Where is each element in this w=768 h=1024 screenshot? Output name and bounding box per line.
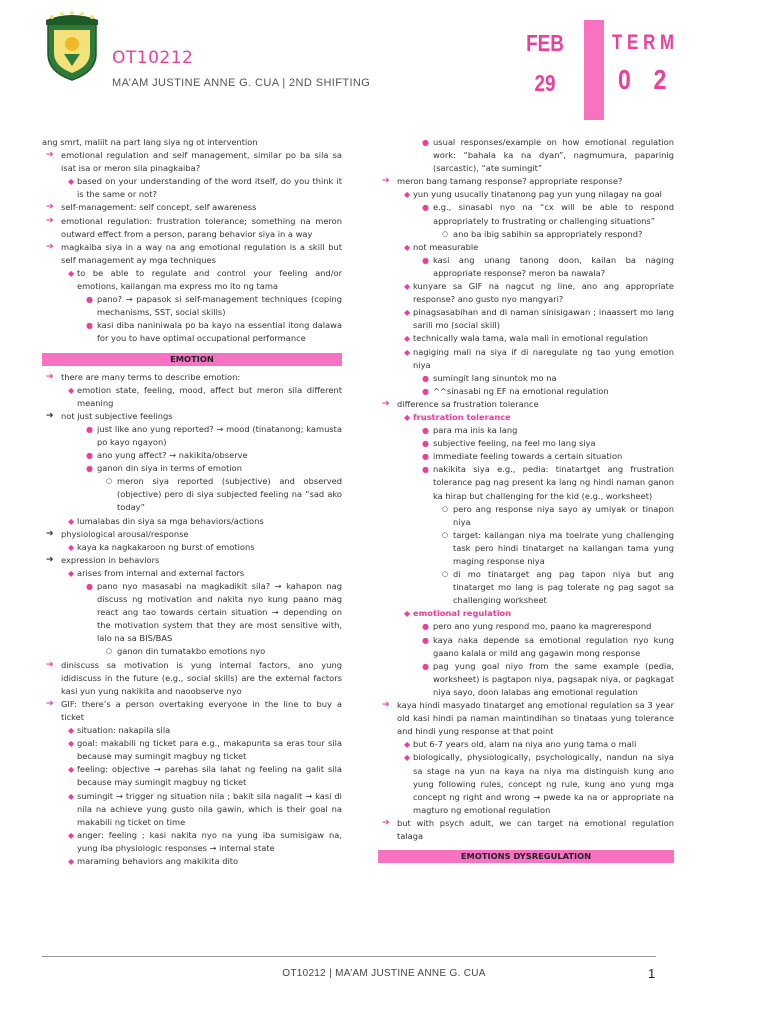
date-month: FEB <box>526 30 564 56</box>
note-item <box>378 568 674 607</box>
note-text: ganon din siya in terms of emotion <box>97 463 242 474</box>
note-item <box>378 136 674 175</box>
note-item <box>378 175 674 188</box>
note-text: ang smrt, maliit na part lang siya ng ot intervention <box>42 137 258 147</box>
bullet-icon: ➔ <box>46 528 54 539</box>
term-label: TERM <box>612 31 679 54</box>
bullet-icon: ● <box>422 622 429 632</box>
note-text: ano ba ibig sabihin sa appropriately respond? <box>453 228 643 239</box>
note-text: arises from internal and external factors <box>77 567 245 578</box>
bullet-icon: ● <box>86 424 93 434</box>
note-text: difference sa frustration tolerance <box>397 398 539 409</box>
footer-text: OT10212 | MA’AM JUSTINE ANNE G. CUA <box>282 968 486 979</box>
bullet-icon: ➔ <box>46 371 54 382</box>
note-text: target: kailangan niya ma toelrate yung challenging task pero hindi tinatarget na kailangan tama yung maging response niya <box>453 529 674 566</box>
note-text: e.g., sinasabi nyo na “cx will be able to respond appropriately to frustrating or challenging situations” <box>433 202 674 226</box>
note-text: not measurable <box>413 241 479 252</box>
bullet-icon: ◆ <box>404 190 411 200</box>
bullet-icon: ➔ <box>46 554 54 565</box>
section-banner: EMOTION <box>42 353 342 366</box>
bullet-icon: ○ <box>442 504 449 513</box>
note-text: based on your understanding of the word itself, do you think it is the same or not? <box>77 176 342 200</box>
note-item <box>42 541 342 554</box>
bullet-icon: ➔ <box>46 150 54 161</box>
note-item <box>378 738 674 751</box>
bullet-icon: ◆ <box>68 765 75 775</box>
note-item <box>42 293 342 319</box>
note-item <box>42 567 342 580</box>
bullet-icon: ○ <box>442 229 449 238</box>
note-text: just like ano yung reported? → mood (tinatanong; kamusta po kayo ngayon) <box>97 423 342 447</box>
note-text: magkaiba siya in a way na ang emotional regulation is a skill but self management ay mga techniques <box>61 241 342 265</box>
note-item <box>378 372 674 385</box>
bullet-icon: ● <box>86 464 93 474</box>
note-text: situation: nakapila sila <box>77 725 171 736</box>
note-text: feeling: objective → parehas sila lahat ng feeling na galit sila because may sumingit magbuy ng ticket <box>77 764 342 788</box>
note-item <box>42 724 342 737</box>
bullet-icon: ➔ <box>382 817 390 828</box>
note-item <box>42 855 342 868</box>
note-text: maraming behaviors ang makikita dito <box>77 855 239 866</box>
note-text: nakikita siya e.g., pedia: tinatartget ang frustration tolerance pag nag present ka lang ng hindi naman ganon ka hirap but challenging for the kid (e.g., worksheet) <box>433 464 674 501</box>
note-text: di mo tinatarget ang pag tapon niya but ang tinatarget mo lang is pag tolerate ng pag sagot sa challenging worksheet <box>453 569 674 606</box>
note-text: emotional regulation and self management, similar po ba sila sa isat isa or meron sila pinagkaiba? <box>61 150 342 174</box>
bullet-icon: ◆ <box>68 385 75 395</box>
bullet-icon: ◆ <box>404 740 411 750</box>
note-item <box>378 817 674 843</box>
note-item <box>42 462 342 475</box>
bullet-icon: ● <box>422 635 429 645</box>
note-text: immediate feeling towards a certain situation <box>433 451 623 462</box>
note-text: physiological arousal/response <box>61 528 189 539</box>
note-text: biologically, physiologically, psychologically, nandun na siya sa stage na yun na kaya na niya ma distinguish kung ano yung following rules, concept ng rule, kung ano yung mga concept ng right and wrong → pwede ka na or appropriate na magturo ng emotional regulation <box>413 752 674 815</box>
bullet-icon: ➔ <box>382 700 390 711</box>
bullet-icon: ◆ <box>68 568 75 578</box>
note-item <box>378 607 674 620</box>
note-text: pero ano yung respond mo, paano ka magrerespond <box>433 621 652 632</box>
note-item <box>378 280 674 306</box>
note-item <box>42 449 342 462</box>
bullet-icon: ◆ <box>68 542 75 552</box>
note-text: kaya hindi masyado tinatarget ang emotional regulation sa 3 year old kasi hindi pa naman maintindihan so tinataas yung tolerance and hindi yung response at that point <box>397 700 674 737</box>
note-item <box>42 580 342 645</box>
note-item <box>378 306 674 332</box>
school-seal-logo <box>42 10 102 82</box>
bullet-icon: ◆ <box>404 609 411 619</box>
note-text: emotion state, feeling, mood, affect but meron sila different meaning <box>77 384 342 408</box>
note-text: kaya naka depende sa emotional regulation nyo kung gaano kalala or mild ang gagawin mong response <box>433 634 674 658</box>
note-text: yun yung usucally tinatanong pag yun yung nilagay na goal <box>413 189 662 200</box>
note-item <box>378 254 674 280</box>
note-text: ano yung affect? → nakikita/observe <box>97 450 248 461</box>
bullet-icon: ◆ <box>68 726 75 736</box>
note-item <box>42 554 342 567</box>
bullet-icon: ● <box>86 451 93 461</box>
bullet-icon: ◆ <box>68 516 75 526</box>
notes-left-column <box>42 136 342 868</box>
note-item <box>42 371 342 384</box>
note-item <box>42 698 342 724</box>
bullet-icon: ◆ <box>68 177 75 187</box>
bullet-icon: ➔ <box>46 659 54 670</box>
bullet-icon: ➔ <box>46 202 54 213</box>
note-text: pag yung goal niyo from the same example (pedia, worksheet) is pagtapon niya, pagsapak niya, or pagkagat niya sayo, doon lalabas ang emotional regulation <box>433 660 674 697</box>
note-text: frustration tolerance <box>413 411 511 422</box>
note-item <box>378 634 674 660</box>
note-item <box>378 228 674 241</box>
bullet-icon: ○ <box>442 570 449 579</box>
note-text: diniscuss sa motivation is yung internal factors, ano yung ididiscuss in the future (e.g., social skills) are the external factors kasi yun yung nakikita and naoobserve nyo <box>61 659 342 696</box>
note-item <box>42 215 342 241</box>
note-text: ^^sinasabi ng EF na emotional regulation <box>433 385 609 396</box>
bullet-icon: ➔ <box>46 410 54 421</box>
section-banner: EMOTIONS DYSREGULATION <box>378 850 674 863</box>
note-item <box>378 751 674 816</box>
bullet-icon: ○ <box>106 477 113 486</box>
bullet-icon: ◆ <box>404 282 411 292</box>
note-item <box>378 241 674 254</box>
note-text: ganon din tumatakbo emotions nyo <box>117 646 266 657</box>
note-text: goal: makabili ng ticket para e.g., makapunta sa eras tour sila because may sumingit magbuy ng ticket <box>77 738 342 762</box>
note-text: technically wala tama, wala mali in emotional regulation <box>413 333 649 344</box>
bullet-icon: ● <box>86 295 93 305</box>
note-item <box>378 201 674 227</box>
note-item <box>42 175 342 201</box>
bullet-icon: ● <box>422 426 429 436</box>
bullet-icon: ◆ <box>68 830 75 840</box>
bullet-icon: ◆ <box>68 791 75 801</box>
note-item <box>42 528 342 541</box>
bullet-icon: ● <box>422 255 429 265</box>
bullet-icon: ○ <box>442 530 449 539</box>
note-text: GIF: there’s a person overtaking everyone in the line to buy a ticket <box>61 698 342 722</box>
note-text: kaya ka nagkakaroon ng burst of emotions <box>77 541 255 552</box>
note-item <box>42 829 342 855</box>
note-item <box>42 149 342 175</box>
note-item <box>378 463 674 502</box>
note-text: subjective feeling, na feel mo lang siya <box>433 438 596 449</box>
note-text: anger: feeling ; kasi nakita nyo na yung iba sumisigaw na, yung iba physiologic responses → internal state <box>77 829 342 853</box>
note-text: self-management: self concept, self awareness <box>61 202 257 213</box>
bullet-icon: ➔ <box>46 215 54 226</box>
bullet-icon: ◆ <box>404 308 411 318</box>
bullet-icon: ◆ <box>404 347 411 357</box>
note-item <box>42 737 342 763</box>
note-text: emotional regulation: frustration tolerance; something na meron outward effect from a person, parang behavior siya in a way <box>61 215 342 239</box>
note-item <box>42 319 342 345</box>
note-item <box>42 790 342 829</box>
bullet-icon: ● <box>422 138 429 147</box>
note-item <box>378 503 674 529</box>
note-text: meron siya reported (subjective) and observed (objective) pero di siya subjected feeling na “sad ako today” <box>117 476 342 513</box>
note-text: kunyare sa GIF na nagcut ng line, ano ang appropriate response? ano gusto nyo mangyari? <box>413 281 674 305</box>
note-item <box>42 763 342 789</box>
note-text: there are many terms to describe emotion: <box>61 371 241 382</box>
bullet-icon: ● <box>422 661 429 671</box>
bullet-icon: ➔ <box>46 241 54 252</box>
note-text: meron bang tamang response? appropriate response? <box>397 176 623 187</box>
note-item <box>42 267 342 293</box>
header-divider-bar <box>584 20 604 120</box>
note-item <box>42 645 342 658</box>
note-item <box>378 346 674 372</box>
note-text: kasi ang unang tanong doon, kailan ba naging appropriate response? meron ba nawala? <box>433 254 674 278</box>
note-text: to be able to regulate and control your feeling and/or emotions, kailangan ma express mo ito ng tama <box>77 267 342 292</box>
bullet-icon: ● <box>422 439 429 449</box>
note-item <box>378 620 674 633</box>
bullet-icon: ➔ <box>382 176 390 187</box>
bullet-icon: ➔ <box>382 398 390 409</box>
note-text: kasi diba naniniwala po ba kayo na essential itong dalawa for you to have optimal occupational performance <box>97 320 342 344</box>
note-item <box>42 659 342 698</box>
note-item <box>42 241 342 267</box>
course-code: OT10212 <box>112 48 194 68</box>
bullet-icon: ◆ <box>404 334 411 344</box>
note-item <box>378 332 674 345</box>
bullet-icon: ● <box>422 386 429 396</box>
note-text: not just subjective feelings <box>61 410 173 421</box>
note-text: pano? → papasok si self-management techniques (coping mechanisms, SST, social skills) <box>97 294 342 318</box>
note-text: pero ang response niya sayo ay umiyak or tinapon niya <box>453 503 674 527</box>
note-item <box>378 398 674 411</box>
note-item <box>378 411 674 424</box>
bullet-icon: ● <box>422 465 429 475</box>
instructor-line: MA’AM JUSTINE ANNE G. CUA | 2ND SHIFTING <box>112 77 371 89</box>
notes-right-column <box>378 136 674 868</box>
bullet-icon: ● <box>86 321 93 331</box>
bullet-icon: ◆ <box>68 268 75 278</box>
note-item <box>378 660 674 699</box>
note-text: lumalabas din siya sa mga behaviors/actions <box>77 515 264 526</box>
note-item <box>378 450 674 463</box>
note-text: sumingit lang sinuntok mo na <box>433 372 557 383</box>
note-text: emotional regulation <box>413 608 512 619</box>
footer-divider <box>42 956 656 957</box>
note-item <box>42 410 342 423</box>
note-text: nagiging mali na siya if di naregulate ng tao yung emotion niya <box>413 346 674 370</box>
note-text: but with psych adult, we can target na emotional regulation talaga <box>397 817 674 841</box>
bullet-icon: ◆ <box>404 753 411 763</box>
bullet-icon: ➔ <box>46 698 54 709</box>
page-number: 1 <box>648 966 656 981</box>
note-item <box>42 423 342 449</box>
bullet-icon: ● <box>422 203 429 213</box>
note-item <box>378 385 674 398</box>
note-text: expression in behaviors <box>61 554 160 565</box>
bullet-icon: ◆ <box>68 739 75 749</box>
bullet-icon: ● <box>422 452 429 462</box>
note-text: pano nyo masasabi na magkadikit sila? → kahapon nag discuss ng motivation and nakita nyo kung paano mag react ang tao towards certain situation → depending on the motivation system that they are most sensitive with, lalo na sa BIS/BAS <box>97 581 342 644</box>
note-item <box>378 424 674 437</box>
bullet-icon: ○ <box>106 647 113 656</box>
note-text: usual responses/example on how emotional regulation work: “bahala ka na dyan”, nagmumura, paparinig (sarcastic), “ate sumingit” <box>433 137 674 174</box>
note-item <box>378 529 674 568</box>
note-item <box>42 475 342 514</box>
note-item <box>378 437 674 450</box>
note-text: sumingit → trigger ng situation nila ; bakit sila nagalit → kasi di nila na achieve yung gusto nila gawin, which is their goal na makabili ng ticket on time <box>77 790 342 827</box>
bullet-icon: ● <box>86 582 93 591</box>
note-item <box>42 384 342 410</box>
term-number: 0 2 <box>618 64 675 95</box>
note-item <box>42 515 342 528</box>
note-text: pinagsasabihan and di naman sinisigawan ; inaassert mo lang sarili mo (social skill) <box>413 307 674 331</box>
note-item <box>378 699 674 738</box>
note-item <box>378 188 674 201</box>
bullet-icon: ◆ <box>404 242 411 252</box>
date-day: 29 <box>534 70 556 96</box>
note-item <box>42 201 342 214</box>
bullet-icon: ◆ <box>68 856 75 866</box>
note-text: para ma inis ka lang <box>433 425 518 436</box>
bullet-icon: ◆ <box>404 412 411 422</box>
bullet-icon: ● <box>422 373 429 383</box>
note-text: but 6-7 years old, alam na niya ano yung tama o mali <box>413 739 637 750</box>
note-item <box>42 136 342 149</box>
